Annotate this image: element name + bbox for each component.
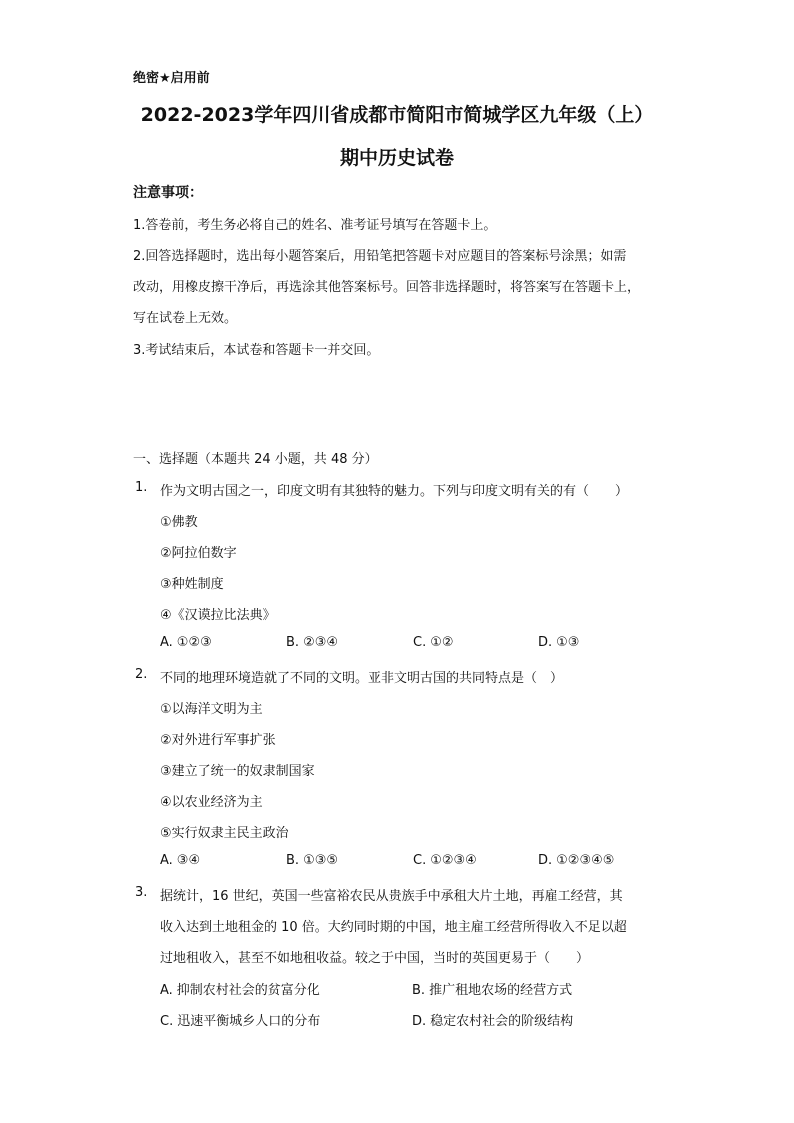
question-stem: 作为文明古国之一，印度文明有其独特的魅力。下列与印度文明有关的有（ ） [160, 484, 629, 499]
option-c[interactable]: C. ①② [413, 635, 454, 650]
notice-line: 写在试卷上无效。 [133, 311, 238, 326]
question-stem: 收入达到土地租金的 10 倍。大约同时期的中国，地主雇工经营所得收入不足以超 [160, 920, 627, 935]
option-a[interactable]: A. ③④ [160, 853, 201, 868]
question-item: ⑤实行奴隶主民主政治 [160, 826, 289, 841]
option-a[interactable]: A. ①②③ [160, 635, 212, 650]
option-d[interactable]: D. ①③ [538, 635, 580, 650]
notice-heading: 注意事项： [133, 185, 203, 201]
question-item: ④以农业经济为主 [160, 795, 263, 810]
option-c[interactable]: C. ①②③④ [413, 853, 477, 868]
question-item: ③建立了统一的奴隶制国家 [160, 764, 315, 779]
option-d[interactable]: D. 稳定农村社会的阶级结构 [412, 1014, 574, 1029]
question-item: ③种姓制度 [160, 577, 224, 592]
question-stem: 过地租收入，甚至不如地租收益。较之于中国，当时的英国更易于（ ） [160, 951, 590, 966]
option-d[interactable]: D. ①②③④⑤ [538, 853, 615, 868]
question-number: 2. [135, 667, 148, 682]
question-item: ②对外进行军事扩张 [160, 733, 276, 748]
option-b[interactable]: B. 推广租地农场的经营方式 [412, 983, 573, 998]
notice-line: 3.考试结束后，本试卷和答题卡一并交回。 [133, 343, 380, 358]
section-title: 一、选择题（本题共 24 小题，共 48 分） [133, 452, 378, 467]
notice-line: 1.答卷前，考生务必将自己的姓名、准考证号填写在答题卡上。 [133, 218, 497, 233]
question-number: 3. [135, 885, 148, 900]
notice-line: 2.回答选择题时，选出每小题答案后，用铅笔把答题卡对应题目的答案标号涂黑；如需 [133, 249, 627, 264]
exam-title-line2: 期中历史试卷 [339, 147, 454, 169]
question-stem: 不同的地理环境造就了不同的文明。亚非文明古国的共同特点是（ ） [160, 671, 564, 686]
question-number: 1. [135, 480, 148, 495]
option-c[interactable]: C. 迅速平衡城乡人口的分布 [160, 1014, 321, 1029]
question-item: ①以海洋文明为主 [160, 702, 263, 717]
exam-title-line1: 2022-2023学年四川省成都市简阳市简城学区九年级（上） [140, 104, 654, 126]
option-b[interactable]: B. ①③⑤ [286, 853, 339, 868]
option-a[interactable]: A. 抑制农村社会的贫富分化 [160, 983, 320, 998]
question-item: ④《汉谟拉比法典》 [160, 608, 276, 623]
question-item: ①佛教 [160, 515, 198, 530]
question-stem: 据统计，16 世纪，英国一些富裕农民从贵族手中承租大片土地，再雇工经营，其 [160, 889, 623, 904]
option-b[interactable]: B. ②③④ [286, 635, 339, 650]
secret-mark: 绝密★启用前 [133, 71, 210, 86]
question-item: ②阿拉伯数字 [160, 546, 237, 561]
notice-line: 改动，用橡皮擦干净后，再选涂其他答案标号。回答非选择题时，将答案写在答题卡上， [133, 280, 641, 295]
